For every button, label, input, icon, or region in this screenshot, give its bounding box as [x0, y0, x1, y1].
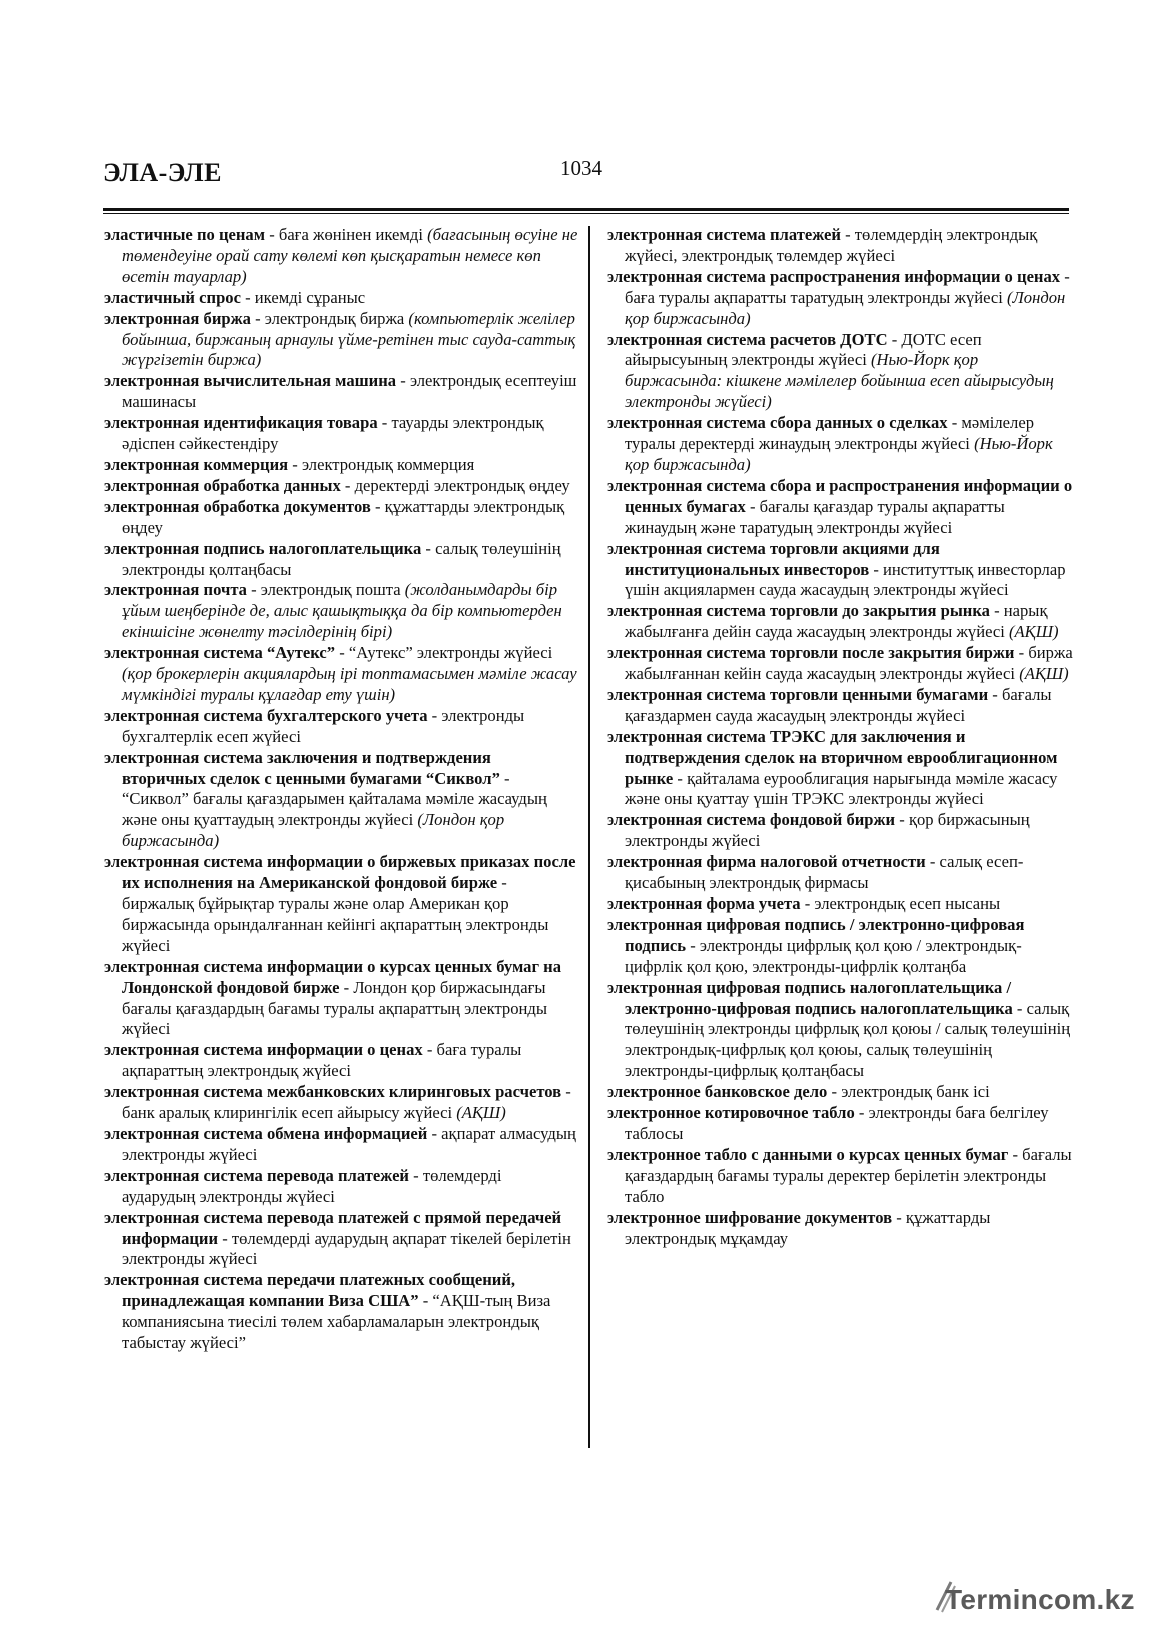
site-logo: [945, 1582, 1135, 1622]
entry-note: (қор брокерлерін акциялардың ірі топтамасымен мәміле жасау мүмкіндігі туралы құлағдар ету үшін): [122, 664, 577, 704]
entry-translation: ДОТС есеп айырысуының электронды жүйесі: [625, 329, 982, 370]
entry-term: электронное шифрование документов: [607, 1207, 893, 1227]
entry-translation: ақпарат алмасудың электронды жүйесі: [122, 1123, 576, 1164]
dictionary-entry: [607, 852, 1077, 894]
entry-term: эластичный спрос: [104, 287, 241, 307]
entry-separator: -: [989, 601, 1004, 621]
entry-translation: бағалы қағаздармен сауда жасаудың электронды жүйесі: [625, 684, 1052, 725]
right-column: [607, 225, 1077, 1249]
dictionary-entry: [607, 1208, 1077, 1250]
entry-term: электронная система информации о курсах ценных бумаг на Лондонской фондовой бирже: [104, 956, 561, 997]
entry-term: электронная система перевода платежей: [104, 1165, 409, 1185]
entry-separator: -: [499, 768, 510, 788]
entry-term: электронная коммерция: [104, 454, 289, 474]
entry-translation: қайталама еурооблигация нарығында мәміле жасасу және оны қуаттау үшін ТРЭКС электронды жүйесі: [625, 768, 1058, 809]
entry-separator: -: [1008, 1144, 1023, 1164]
entry-note: (Лондон қор биржасында): [122, 810, 505, 851]
dictionary-entry: [104, 371, 578, 413]
entry-note: (АҚШ): [1019, 664, 1069, 684]
entry-translation: құжаттарды электрондық өңдеу: [122, 496, 565, 537]
entry-term: электронное табло с данными о курсах ценных бумаг: [607, 1144, 1009, 1164]
dictionary-entry: [607, 727, 1077, 811]
left-column: [104, 225, 578, 1354]
entry-separator: -: [988, 684, 1002, 704]
entry-separator: -: [869, 559, 884, 579]
entry-separator: -: [561, 1082, 571, 1102]
entry-term: электронная подпись налогоплательщика: [104, 538, 422, 558]
dictionary-entry: [104, 497, 578, 539]
entry-term: электронная система торговли после закрытия биржи: [607, 643, 1015, 663]
page-header: [103, 158, 1069, 198]
entry-translation: “Сиквол” бағалы қағаздарымен қайталама мәміле жасаудың және оны қуаттаудың электронды жүйесі: [122, 789, 547, 830]
entry-separator: -: [370, 496, 385, 516]
entry-translation: тауарды электрондық әдіспен сәйкестендіру: [122, 413, 544, 454]
entry-separator: -: [250, 308, 265, 328]
entry-separator: -: [947, 413, 962, 433]
dictionary-entry: [104, 1166, 578, 1208]
entry-term: электронная система торговли ценными бумагами: [607, 684, 989, 704]
entry-note: (компьютерлік желілер бойынша, биржаның арнаулы үйме-ретінен тыс сауда-саттық жүргізетін биржа): [122, 308, 576, 370]
entry-translation: электронды баға белгілеу таблосы: [625, 1103, 1049, 1143]
dictionary-entry: [104, 1208, 578, 1271]
dictionary-entry: [607, 539, 1077, 602]
entry-separator: -: [340, 475, 355, 495]
entry-term: электронная фирма налоговой отчетности: [607, 852, 926, 872]
entry-note: (АҚШ): [456, 1103, 506, 1123]
entry-translation: бағалы қағаздар туралы ақпаратты жинаудың және таратудың электронды жүйесі: [625, 496, 1005, 537]
entry-separator: -: [1014, 643, 1029, 663]
entry-term: электронная система “Аутекс”: [104, 643, 336, 663]
entry-translation: мәмілелер туралы деректерді жинаудың электронды жүйесі: [625, 413, 1034, 454]
entry-term: электронная система торговли до закрытия рынка: [607, 601, 990, 621]
dictionary-entry: [607, 601, 1077, 643]
entry-translation: салық есеп-қисабының электрондық фирмасы: [625, 852, 1024, 893]
entry-separator: -: [409, 1165, 423, 1185]
entry-separator: -: [246, 580, 261, 600]
entry-translation: электрондық есептеуіш машинасы: [122, 371, 577, 412]
dictionary-entry: [607, 810, 1077, 852]
entry-term: электронная система платежей: [607, 225, 841, 244]
entry-separator: -: [854, 1103, 869, 1123]
dictionary-entry: [104, 288, 578, 309]
entry-term: электронная цифровая подпись / электронно-цифровая подпись: [607, 914, 1025, 955]
dictionary-entry: [104, 706, 578, 748]
entry-term: электронная система передачи платежных сообщений, принадлежащая компании Виза США”: [104, 1270, 516, 1311]
entry-separator: -: [218, 1228, 232, 1248]
entry-term: электронная система торговли акциями для институциональных инвесторов: [607, 538, 940, 579]
entry-separator: -: [840, 225, 855, 244]
entry-term: электронная система фондовой биржи: [607, 810, 896, 830]
dictionary-entry: [104, 1270, 578, 1354]
entry-translation: электрондық есеп нысаны: [814, 894, 1001, 913]
entry-separator: -: [288, 454, 302, 474]
dictionary-entry: [607, 330, 1077, 414]
dictionary-entry: [607, 894, 1077, 915]
entry-separator: -: [673, 768, 688, 788]
entry-translation: электронды бухгалтерлік есеп жүйесі: [122, 705, 525, 746]
dictionary-entry: [607, 1103, 1077, 1145]
entry-term: электронная система сбора данных о сделках: [607, 413, 948, 433]
dictionary-entry: [607, 685, 1077, 727]
entry-separator: -: [427, 705, 442, 725]
dictionary-entry: [607, 978, 1077, 1083]
entry-term: электронная идентификация товара: [104, 413, 378, 433]
entry-term: электронная форма учета: [607, 894, 801, 913]
page-number: 1034: [560, 156, 602, 180]
dictionary-entry: [607, 267, 1077, 330]
entry-translation: икемді сұраныс: [254, 287, 366, 307]
dictionary-entry: [607, 1145, 1077, 1208]
entry-term: электронная обработка документов: [104, 496, 371, 516]
entry-translation: электрондық коммерция: [301, 454, 475, 474]
entry-term: электронная система расчетов ДОТС: [607, 329, 888, 349]
entry-separator: -: [422, 1040, 437, 1060]
entry-translation: Лондон қор биржасындағы бағалы қағаздардың бағамы туралы ақпараттың электронды жүйесі: [122, 977, 547, 1039]
entry-term: электронная вычислительная машина: [104, 371, 397, 391]
entry-term: электронная система бухгалтерского учета: [104, 705, 428, 725]
dictionary-entry: [104, 309, 578, 372]
dictionary-entry: [104, 476, 578, 497]
entry-translation: баға туралы ақпараттың электрондық жүйесі: [122, 1040, 522, 1081]
entry-translation: электрондық банк ісі: [841, 1082, 990, 1102]
entry-translation: салық төлеушінің электронды цифрлық қол қоюы / салық төлеушінің электрондық-цифрлық қол қоюы, салық төлеушінің электронды-цифрлық қолтаңбасы: [625, 998, 1071, 1081]
entry-translation: биржалық бұйрықтар туралы және олар Американ қор биржасында орындалғаннан кейінгі ақпараттың электронды жүйесі: [122, 894, 549, 955]
entry-translation: салық төлеушінің электронды қолтаңбасы: [122, 538, 561, 579]
entry-separator: -: [497, 873, 507, 893]
entry-separator: -: [1060, 266, 1070, 286]
entry-translation: төлемдердің электрондық жүйесі, электрондық төлемдер жүйесі: [625, 225, 1038, 265]
entry-term: электронная система информации о ценах: [104, 1040, 423, 1060]
entry-note: (АҚШ): [1009, 622, 1059, 642]
entry-translation: биржа жабылғаннан кейін сауда жасаудың электронды жүйесі: [625, 643, 1073, 684]
dictionary-entry: [104, 455, 578, 476]
entry-term: электронная система сбора и распространения информации о ценных бумагах: [607, 475, 1073, 516]
dictionary-entry: [104, 1082, 578, 1124]
entry-term: электронная система обмена информацией: [104, 1123, 428, 1143]
entry-separator: -: [396, 371, 410, 391]
dictionary-entry: [607, 643, 1077, 685]
entry-translation: құжаттарды электрондық мұқамдау: [625, 1207, 991, 1248]
entry-translation: электрондық пошта: [260, 580, 405, 600]
entry-term: электронное банковское дело: [607, 1082, 828, 1102]
entry-term: электронная обработка данных: [104, 475, 341, 495]
entry-separator: -: [339, 977, 354, 997]
column-divider: [588, 226, 590, 1448]
entry-term: электронная система межбанковских клиринговых расчетов: [104, 1082, 562, 1102]
logo-text: Termincom.kz: [945, 1584, 1135, 1615]
dictionary-entry: [104, 580, 578, 643]
entry-term: электронная цифровая подпись налогоплательщика / электронно-цифровая подпись налогоплательщика: [607, 977, 1013, 1018]
entry-note: (бағасының өсуіне не төмендеуіне орай сату көлемі көп қысқаратын немесе көп өсетін тауарлар): [122, 225, 578, 286]
dictionary-entry: [104, 225, 578, 288]
entry-separator: -: [887, 329, 902, 349]
entry-translation: электрондық биржа: [264, 308, 409, 328]
entry-term: электронная система заключения и подтверждения вторичных сделок с ценными бумагами “Сиквол”: [104, 747, 500, 788]
section-title: ЭЛА-ЭЛЕ: [103, 158, 223, 187]
entry-separator: -: [745, 496, 760, 516]
dictionary-entry: [104, 413, 578, 455]
entry-translation: төлемдерді аударудың электронды жүйесі: [122, 1165, 502, 1206]
dictionary-entry: [607, 225, 1077, 267]
entry-term: эластичные по ценам: [104, 225, 266, 244]
entry-translation: қор биржасының электронды жүйесі: [625, 810, 1030, 851]
entry-separator: -: [800, 894, 815, 913]
entry-separator: -: [421, 538, 436, 558]
dictionary-entry: [607, 1082, 1077, 1103]
dictionary-entry: [104, 748, 578, 853]
entry-term: электронная система распространения информации о ценах: [607, 266, 1061, 286]
dictionary-entry: [104, 852, 578, 957]
header-rule-thin: [103, 213, 1069, 214]
entry-note: (Нью-Йорк қор биржасында): [625, 434, 1053, 474]
entry-translation: электронды цифрлық қол қою / электрондық-цифрлік қол қою, электронды-цифрлік қолтаңба: [625, 935, 1022, 976]
entry-separator: -: [377, 413, 392, 433]
entry-separator: -: [895, 810, 909, 830]
dictionary-entry: [104, 1040, 578, 1082]
dictionary-entry: [607, 915, 1077, 978]
dictionary-entry: [104, 643, 578, 706]
entry-note: (Лондон қор биржасында): [625, 287, 1066, 328]
entry-separator: -: [265, 225, 279, 244]
entry-term: электронная биржа: [104, 308, 251, 328]
entry-translation: баға туралы ақпаратты таратудың электронды жүйесі: [625, 287, 1008, 307]
entry-translation: институттық инвесторлар үшін акциялармен сауда жасаудың электронды жүйесі: [625, 559, 1066, 600]
dictionary-entry: [104, 1124, 578, 1166]
entry-separator: -: [827, 1082, 842, 1102]
entry-translation: “Аутекс” электронды жүйесі: [348, 643, 553, 663]
entry-term: электронная система информации о биржевых приказах после их исполнения на Американской фондовой бирже: [104, 852, 576, 893]
dictionary-entry: [607, 476, 1077, 539]
entry-translation: “АҚШ-тың Виза компаниясына тиесілі төлем хабарламаларын электрондық табыстау жүйесі”: [122, 1291, 551, 1353]
entry-translation: бағалы қағаздардың бағамы туралы деректер берілетін электронды табло: [625, 1144, 1072, 1206]
entry-separator: -: [1012, 998, 1027, 1018]
entry-separator: -: [686, 935, 700, 955]
entry-separator: -: [892, 1207, 906, 1227]
entry-translation: баға жөнінен икемді: [278, 225, 428, 244]
entry-translation: нарық жабылғанға дейін сауда жасаудың электронды жүйесі: [625, 601, 1048, 642]
entry-note: (жолданымдарды бір ұйым шеңберінде де, алыс қашықтыққа да бір компьютерден екіншісіне жөнелту тәсілдерінің бірі): [122, 580, 562, 642]
entry-translation: банк аралық клирингілік есеп айырысу жүйесі: [122, 1103, 457, 1123]
entry-note: (Нью-Йорк қор биржасында: кішкене мәмілелер бойынша есеп айырысудың электронды жүйесі): [625, 350, 1054, 412]
entry-separator: -: [335, 643, 349, 663]
entry-term: электронная система перевода платежей с прямой передачей информации: [104, 1207, 562, 1248]
entry-term: электронное котировочное табло: [607, 1103, 855, 1123]
entry-term: электронная система ТРЭКС для заключения и подтверждения сделок на вторичном еврооблигационном рынке: [607, 726, 1058, 788]
dictionary-entry: [104, 957, 578, 1041]
entry-separator: -: [427, 1123, 442, 1143]
dictionary-entry: [607, 413, 1077, 476]
entry-term: электронная почта: [104, 580, 247, 600]
entry-separator: -: [240, 287, 255, 307]
entry-separator: -: [925, 852, 940, 872]
entry-translation: деректерді электрондық өңдеу: [354, 475, 570, 495]
header-rule-thick: [103, 208, 1069, 211]
dictionary-entry: [104, 539, 578, 581]
entry-translation: төлемдерді аударудың ақпарат тікелей берілетін электронды жүйесі: [122, 1228, 571, 1269]
entry-separator: -: [418, 1291, 433, 1311]
